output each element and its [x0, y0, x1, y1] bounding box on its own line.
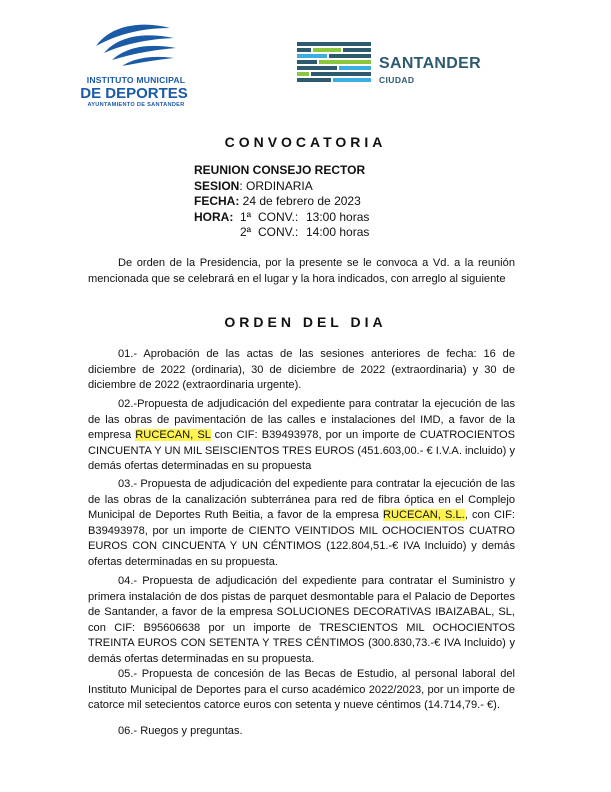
imd-swoosh-icon: [78, 22, 188, 74]
imd-logo-line1: INSTITUTO MUNICIPAL: [86, 75, 186, 85]
conv1-ordinal: 1ª: [240, 209, 252, 224]
agenda-title: ORDEN DEL DIA: [224, 314, 387, 330]
conv2-ordinal: 2ª: [240, 225, 252, 240]
imd-logo-line3: AYUNTAMIENTO DE SANTANDER: [87, 102, 185, 108]
reunion-label: REUNION CONSEJO RECTOR: [194, 163, 366, 177]
agenda-item-03-highlight: RUCECAN, S.L.: [382, 509, 465, 521]
santander-logo-name: SANTANDER: [379, 55, 481, 72]
agenda-item-02-text-b: con CIF: B39493978, por un importe de CUATROCIENTOS CINCUENTA Y UN MIL SEISCIENTOS TRES EUROS (451.603,00.- € I.V.A. incluido) y demás ofertas determinadas en su propuesta: [88, 429, 515, 472]
intro-paragraph: De orden de la Presidencia, por la presente se le convoca a Vd. a la reunión mencionada que se celebrará en el lugar y la hora indicados, con arreglo al siguiente: [88, 257, 515, 285]
agenda-item-02: [88, 397, 515, 475]
santander-stripes-icon: [295, 38, 375, 86]
sesion-value: : ORDINARIA: [239, 178, 313, 193]
document-title: CONVOCATORIA: [224, 134, 387, 150]
agenda-item-05: 05.- Propuesta de concesión de las Becas de Estudio, al personal laboral del Instituto Municipal de Deportes para el curso académico 2022/2023, por un importe de catorce mil setecientos catorce euros con setenta y nueve céntimos (14.714,79.- €).: [88, 668, 515, 711]
agenda-item-02-highlight: RUCECAN, SL: [135, 429, 211, 441]
agenda-item-03: [88, 477, 515, 570]
conv2-label: CONV.:: [258, 225, 299, 240]
imd-logo: [78, 22, 188, 108]
santander-logo-city: CIUDAD: [379, 75, 415, 85]
agenda-item-01: 01.- Aprobación de las actas de las sesiones anteriores de fecha: 16 de diciembre de 2022 (ordinaria), 30 de diciembre de 2022 (extraordinaria) y 30 de diciembre de 2022 (extraordinaria urgente).: [88, 348, 515, 391]
agenda-item-06: 06.- Ruegos y preguntas.: [118, 725, 243, 737]
agenda-item-03-text-b: , con CIF: B39493978, por un importe de CIENTO VEINTIDOS MIL OCHOCIENTOS CUATRO EUROS CON CINCUENTA Y UN CÉNTIMOS (122.804,51.-€ IVA Incluido) y demás ofertas determinadas en su propuesta.: [88, 509, 515, 568]
agenda-item-03-text-a: 03.- Propuesta de adjudicación del expediente para contratar la ejecución de las de las obras de la canalización subterránea para red de fibra óptica en el Complejo Municipal de Deportes Ruth Beitia, a favor de la empresa: [88, 478, 515, 521]
fecha-label: FECHA:: [194, 194, 240, 209]
sesion-label: SESION: [194, 178, 240, 193]
agenda-item-04: 04.- Propuesta de adjudicación del expediente para contratar el Suministro y primera instalación de dos pistas de parquet desmontable para el Palacio de Deportes de Santander, a favor de la empresa SOLUCIONES DECORATIVAS IBAIZABAL, SL, con CIF: B95606638 por un importe de TRESCIENTOS MIL OCHOCIENTOS TREINTA EUROS CON SETENTA Y TRES CÉNTIMOS (300.830,73.-€ IVA Incluido) y demás ofertas determinadas en su propuesta.: [88, 575, 515, 665]
meeting-hora: [194, 179, 394, 240]
meeting-reunion: [194, 163, 365, 179]
agenda-item-02-text-a: 02.-Propuesta de adjudicación del expediente para contratar la ejecución de las de las obras de pavimentación de las calles e instalaciones del IMD, a favor de la empresa: [88, 398, 515, 441]
fecha-value: 24 de febrero de 2023: [239, 194, 361, 209]
conv1-time: 13:00 horas: [306, 209, 370, 224]
hora-label: HORA:: [194, 209, 234, 224]
conv1-label: CONV.:: [258, 209, 299, 224]
conv2-time: 14:00 horas: [306, 225, 370, 240]
santander-logo: [295, 38, 505, 86]
imd-logo-line2: DE DEPORTES: [80, 85, 188, 102]
